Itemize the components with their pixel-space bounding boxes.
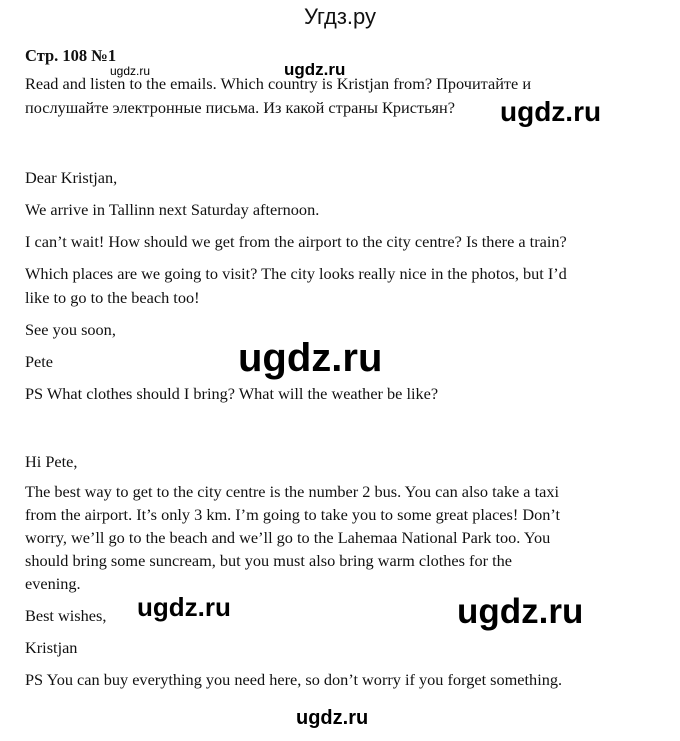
instruction-line-1: Read and listen to the emails. Which country is Kristjan from? Прочитайте и <box>25 74 532 93</box>
watermark-big: ugdz.ru <box>238 336 383 380</box>
site-title: Угдз.ру <box>303 4 377 29</box>
email1-closing: See you soon, <box>25 320 116 339</box>
email1-ps: PS What clothes should I bring? What will the weather be like? <box>25 384 439 403</box>
watermark-left: ugdz.ru <box>137 592 231 622</box>
email2-body-line-3: worry, we’ll go to the beach and we’ll go to the Lahemaa National Park too. You <box>25 528 551 547</box>
email2-body-line-1: The best way to get to the city centre is the number 2 bus. You can also take a taxi <box>25 482 559 501</box>
email1-line-3a: Which places are we going to visit? The city looks really nice in the photos, but I’d <box>25 264 567 283</box>
email2-ps: PS You can buy everything you need here, so don’t worry if you forget something. <box>25 670 563 689</box>
page-heading: Стр. 108 №1 <box>25 46 117 65</box>
email2-greeting: Hi Pete, <box>25 452 78 471</box>
email1-line-2: I can’t wait! How should we get from the airport to the city centre? Is there a train? <box>25 232 567 251</box>
watermark-right: ugdz.ru <box>457 592 584 631</box>
email2-body-line-4: should bring some suncream, but you must also bring warm clothes for the <box>25 551 512 570</box>
email1-greeting: Dear Kristjan, <box>25 168 118 187</box>
email1-line-3b: like to go to the beach too! <box>25 288 200 307</box>
watermark-bottom: ugdz.ru <box>296 707 369 729</box>
email2-signature: Kristjan <box>25 638 78 657</box>
email1-signature: Pete <box>25 352 54 371</box>
watermark-tiny: ugdz.ru <box>110 64 151 78</box>
watermark-small: ugdz.ru <box>284 60 346 79</box>
email1-line-1: We arrive in Tallinn next Saturday afternoon. <box>25 200 320 219</box>
watermark-mid: ugdz.ru <box>500 96 602 127</box>
email2-body-line-5: evening. <box>25 574 81 593</box>
email2-body-line-2: from the airport. It’s only 3 km. I’m going to take you to some great places! Don’t <box>25 505 561 524</box>
instruction-line-2: послушайте электронные письма. Из какой страны Кристьян? <box>25 98 455 117</box>
email2-closing: Best wishes, <box>25 606 107 625</box>
